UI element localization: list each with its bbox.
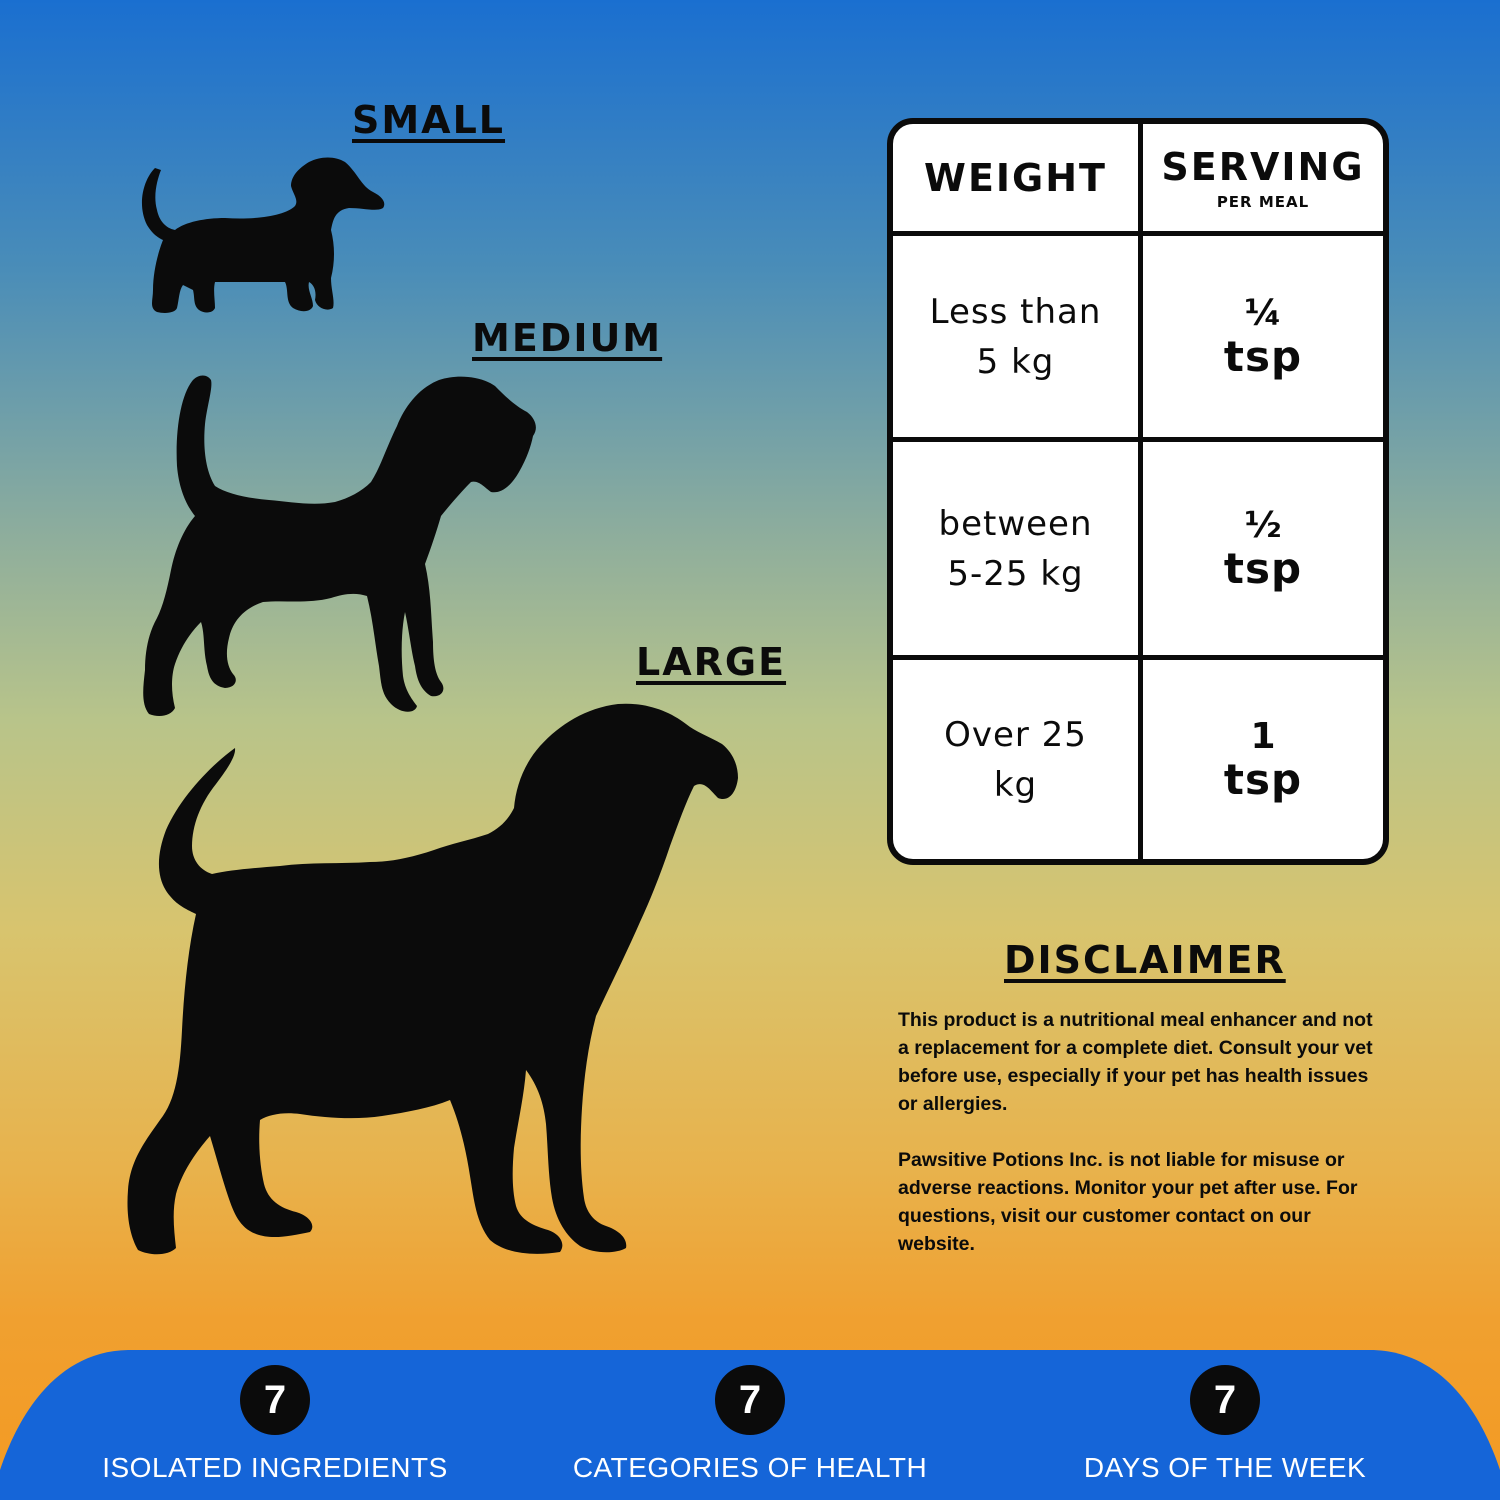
serving-amount: 1: [1250, 715, 1276, 757]
weight-cell-line2: 5-25 kg: [947, 553, 1084, 594]
stat-label: ISOLATED INGREDIENTS: [102, 1452, 448, 1483]
serving-unit: tsp: [1223, 754, 1303, 804]
stat-item: [65, 1365, 485, 1484]
serving-subheader: PER MEAL: [1216, 192, 1310, 211]
serving-amount: ¼: [1244, 292, 1282, 334]
stat-number-badge: 7: [715, 1365, 785, 1435]
stat-number-badge: 7: [240, 1365, 310, 1435]
weight-cell-line1: between: [938, 503, 1093, 544]
disclaimer-paragraph: Pawsitive Potions Inc. is not liable for misuse or adverse reactions. Monitor your pet after use. For questions, visit our customer contact on our website.: [898, 1149, 1358, 1255]
weight-cell-line1: Over 25: [944, 714, 1087, 755]
table-row: [893, 442, 1138, 655]
stat-label: CATEGORIES OF HEALTH: [572, 1452, 928, 1483]
disclaimer-paragraph: This product is a nutritional meal enhancer and not a replacement for a complete diet. Consult your vet before use, especially if your pet has health issues or allergies.: [898, 1009, 1373, 1115]
weight-cell-line2: kg: [993, 764, 1038, 805]
serving-unit: tsp: [1223, 543, 1303, 593]
table-row: [1143, 442, 1383, 655]
table-row: [1143, 236, 1383, 437]
serving-table: [887, 118, 1389, 865]
stat-label: DAYS OF THE WEEK: [1083, 1452, 1367, 1483]
stat-item: [540, 1365, 960, 1484]
weight-cell-line1: Less than: [929, 291, 1102, 332]
stat-number-badge: 7: [1190, 1365, 1260, 1435]
small-size-label: SMALL: [352, 98, 506, 142]
serving-unit: tsp: [1223, 331, 1303, 381]
table-header-weight: [893, 124, 1138, 231]
serving-header: SERVING: [1161, 144, 1365, 189]
stat-item: [1015, 1365, 1435, 1484]
table-row: [893, 236, 1138, 437]
beagle-silhouette-icon: [135, 370, 545, 720]
table-row: [893, 660, 1138, 859]
weight-header: WEIGHT: [924, 155, 1107, 200]
dachshund-silhouette-icon: [135, 150, 395, 325]
table-header-serving: [1143, 124, 1383, 231]
medium-size-label: MEDIUM: [472, 316, 663, 360]
large-size-label: LARGE: [636, 640, 787, 684]
hound-silhouette-icon: [120, 700, 740, 1260]
serving-amount: ½: [1244, 504, 1282, 546]
disclaimer-title: DISCLAIMER: [1004, 938, 1286, 982]
table-row: [1143, 660, 1383, 859]
weight-cell-line2: 5 kg: [976, 341, 1055, 382]
